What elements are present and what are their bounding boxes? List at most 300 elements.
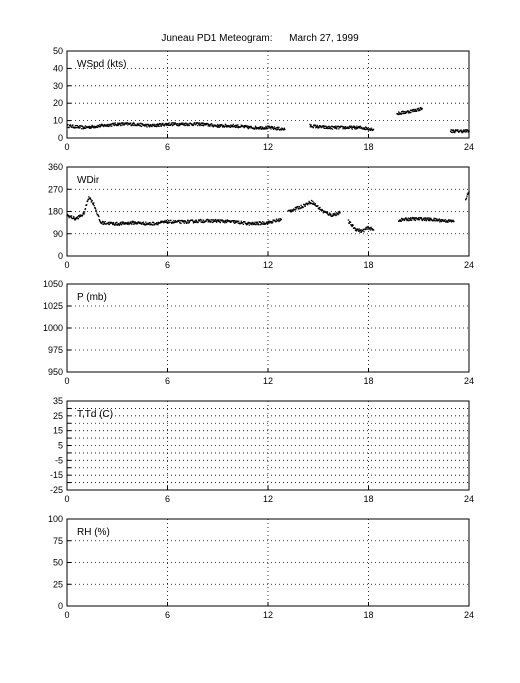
data-point xyxy=(313,127,314,128)
data-point xyxy=(197,125,198,126)
data-point xyxy=(216,222,217,223)
data-point xyxy=(108,126,109,127)
x-tick-label: 24 xyxy=(463,494,475,504)
data-point xyxy=(338,213,339,214)
data-point xyxy=(373,129,374,130)
data-point xyxy=(218,219,219,220)
data-point xyxy=(107,124,108,125)
data-point xyxy=(422,108,423,109)
data-point xyxy=(224,126,225,127)
data-point xyxy=(123,122,124,123)
data-point xyxy=(104,222,105,223)
y-tick-label: -15 xyxy=(49,470,63,481)
data-point xyxy=(401,218,402,219)
data-point xyxy=(249,224,250,225)
data-point xyxy=(323,125,324,126)
data-point xyxy=(212,124,213,125)
data-point xyxy=(148,224,149,225)
data-point xyxy=(167,223,168,224)
data-point xyxy=(233,124,234,125)
data-point xyxy=(131,223,132,224)
data-point xyxy=(339,212,340,213)
y-tick-label: 30 xyxy=(52,80,63,91)
x-tick-label: 0 xyxy=(64,260,70,270)
y-tick-label: 50 xyxy=(52,46,63,56)
data-point xyxy=(430,218,431,219)
data-point xyxy=(336,128,337,129)
data-point xyxy=(434,220,435,221)
data-point xyxy=(357,229,358,230)
data-point xyxy=(229,220,230,221)
data-point xyxy=(345,126,346,127)
data-point xyxy=(295,209,296,210)
y-tick-label: 0 xyxy=(57,133,63,143)
data-point xyxy=(429,219,430,220)
data-point xyxy=(120,125,121,126)
data-point xyxy=(437,219,438,220)
data-point xyxy=(220,222,221,223)
data-point xyxy=(132,222,133,223)
data-point xyxy=(219,221,220,222)
data-point xyxy=(166,220,167,221)
data-point xyxy=(152,224,153,225)
y-tick-label: 0 xyxy=(57,601,63,611)
data-point xyxy=(361,231,362,232)
data-point xyxy=(82,215,83,216)
data-point xyxy=(209,125,210,126)
data-point xyxy=(83,128,84,129)
data-point xyxy=(194,122,195,123)
x-tick-label: 6 xyxy=(164,260,171,270)
data-point xyxy=(462,132,463,133)
data-point xyxy=(276,219,277,220)
data-point xyxy=(362,230,363,231)
x-tick-label: 0 xyxy=(64,610,70,620)
data-point xyxy=(307,204,308,205)
data-point xyxy=(270,128,271,129)
data-point xyxy=(134,123,135,124)
data-point xyxy=(426,220,427,221)
data-point xyxy=(335,125,336,126)
data-point xyxy=(201,220,202,221)
y-tick-label: 90 xyxy=(52,228,63,239)
panel-5 xyxy=(48,514,474,620)
data-point xyxy=(130,122,131,123)
x-tick-label: 24 xyxy=(463,142,475,152)
data-point xyxy=(465,129,466,130)
data-point xyxy=(363,231,364,232)
data-point xyxy=(265,128,266,129)
data-point xyxy=(415,220,416,221)
y-tick-label: 10 xyxy=(52,115,63,126)
x-tick-label: 6 xyxy=(164,494,171,504)
data-point xyxy=(220,126,221,127)
data-point xyxy=(424,220,425,221)
data-point xyxy=(81,128,82,129)
data-point xyxy=(202,122,203,123)
data-point xyxy=(411,219,412,220)
data-point xyxy=(192,219,193,220)
data-point xyxy=(182,123,183,124)
data-point xyxy=(108,222,109,223)
data-point xyxy=(197,222,198,223)
data-point xyxy=(348,219,349,220)
data-point xyxy=(116,222,117,223)
data-point xyxy=(274,126,275,127)
data-point xyxy=(161,126,162,127)
data-point xyxy=(225,220,226,221)
x-tick-label: 6 xyxy=(164,610,171,620)
data-point xyxy=(355,128,356,129)
data-point xyxy=(198,124,199,125)
data-point xyxy=(157,123,158,124)
data-point xyxy=(330,126,331,127)
data-point xyxy=(401,113,402,114)
data-point xyxy=(238,221,239,222)
data-point xyxy=(424,218,425,219)
y-tick-label: 975 xyxy=(47,345,63,355)
data-point xyxy=(299,206,300,207)
data-point xyxy=(88,196,89,197)
data-point xyxy=(214,220,215,221)
data-point xyxy=(367,228,368,229)
data-point xyxy=(113,222,114,223)
data-point xyxy=(317,205,318,206)
data-point xyxy=(272,222,273,223)
y-tick-label: -5 xyxy=(54,455,63,466)
data-point xyxy=(404,220,405,221)
data-point xyxy=(409,219,410,220)
data-point xyxy=(415,109,416,110)
data-point xyxy=(403,111,404,112)
data-point xyxy=(200,219,201,220)
data-point xyxy=(347,126,348,127)
data-point xyxy=(241,221,242,222)
data-point xyxy=(466,196,467,197)
data-point xyxy=(254,222,255,223)
data-point xyxy=(199,122,200,123)
y-tick-label: 15 xyxy=(52,425,63,436)
data-point xyxy=(207,219,208,220)
data-point xyxy=(284,128,285,129)
data-point xyxy=(251,126,252,127)
data-point xyxy=(95,208,96,209)
data-point xyxy=(354,128,355,129)
panel-1 xyxy=(53,46,474,152)
data-point xyxy=(184,123,185,124)
data-point xyxy=(141,126,142,127)
y-tick-label: 25 xyxy=(52,579,63,590)
data-point xyxy=(151,126,152,127)
data-point xyxy=(355,228,356,229)
data-point xyxy=(351,126,352,127)
data-point xyxy=(94,205,95,206)
data-point xyxy=(205,221,206,222)
data-point xyxy=(334,213,335,214)
data-point xyxy=(138,123,139,124)
data-point xyxy=(257,222,258,223)
data-point xyxy=(189,222,190,223)
data-point xyxy=(441,221,442,222)
data-point xyxy=(66,126,67,127)
data-point xyxy=(319,207,320,208)
x-tick-label: 12 xyxy=(262,610,274,620)
data-point xyxy=(162,123,163,124)
panel-3 xyxy=(43,279,474,386)
data-point xyxy=(295,208,296,209)
data-point xyxy=(195,222,196,223)
data-point xyxy=(99,124,100,125)
data-point xyxy=(167,221,168,222)
data-point xyxy=(370,227,371,228)
data-point xyxy=(331,128,332,129)
data-point xyxy=(82,126,83,127)
data-point xyxy=(439,221,440,222)
y-tick-label: 270 xyxy=(47,184,63,195)
data-point xyxy=(133,125,134,126)
data-point xyxy=(187,125,188,126)
data-point xyxy=(115,122,116,123)
data-point xyxy=(421,217,422,218)
panel-label: T,Td (C) xyxy=(77,409,114,420)
x-tick-label: 0 xyxy=(64,494,70,504)
data-point xyxy=(330,214,331,215)
data-point xyxy=(317,126,318,127)
data-point xyxy=(221,125,222,126)
data-point xyxy=(208,124,209,125)
data-point xyxy=(111,125,112,126)
x-tick-label: 12 xyxy=(262,142,274,152)
data-point xyxy=(185,125,186,126)
data-point xyxy=(360,126,361,127)
data-point xyxy=(157,224,158,225)
data-point xyxy=(373,229,374,230)
data-point xyxy=(137,223,138,224)
data-point xyxy=(267,224,268,225)
y-tick-label: -25 xyxy=(49,485,63,495)
data-point xyxy=(226,222,227,223)
data-point xyxy=(153,222,154,223)
data-point xyxy=(73,216,74,217)
data-point xyxy=(189,125,190,126)
data-point xyxy=(90,199,91,200)
data-point xyxy=(350,222,351,223)
data-point xyxy=(421,218,422,219)
data-point xyxy=(187,123,188,124)
data-point xyxy=(70,125,71,126)
data-point xyxy=(310,126,311,127)
data-point xyxy=(140,125,141,126)
data-point xyxy=(97,127,98,128)
data-point xyxy=(419,219,420,220)
data-point xyxy=(215,219,216,220)
data-point xyxy=(445,219,446,220)
y-tick-label: 1050 xyxy=(42,279,63,289)
data-point xyxy=(266,221,267,222)
data-point xyxy=(224,222,225,223)
data-point xyxy=(117,225,118,226)
data-point xyxy=(414,219,415,220)
data-point xyxy=(418,108,419,109)
data-point xyxy=(281,219,282,220)
data-point xyxy=(324,128,325,129)
y-tick-label: 0 xyxy=(57,251,63,261)
x-tick-label: 24 xyxy=(463,610,475,620)
data-point xyxy=(207,123,208,124)
x-tick-label: 12 xyxy=(262,376,274,386)
data-point xyxy=(204,123,205,124)
data-point xyxy=(267,222,268,223)
x-tick-label: 6 xyxy=(164,142,171,152)
data-point xyxy=(418,217,419,218)
data-point xyxy=(360,232,361,233)
data-point xyxy=(424,217,425,218)
data-point xyxy=(452,132,453,133)
data-point xyxy=(367,226,368,227)
data-point xyxy=(401,221,402,222)
data-point xyxy=(231,125,232,126)
data-point xyxy=(184,223,185,224)
x-tick-label: 6 xyxy=(164,376,171,386)
y-tick-label: 20 xyxy=(52,98,63,109)
data-point xyxy=(114,125,115,126)
data-point xyxy=(216,125,217,126)
data-point xyxy=(451,132,452,133)
panel-label: RH (%) xyxy=(77,527,110,538)
data-point xyxy=(159,126,160,127)
y-tick-label: 5 xyxy=(57,440,63,451)
data-point xyxy=(371,128,372,129)
data-point xyxy=(414,109,415,110)
data-point xyxy=(262,127,263,128)
data-point xyxy=(173,220,174,221)
data-point xyxy=(170,220,171,221)
data-point xyxy=(79,127,80,128)
data-point xyxy=(260,126,261,127)
data-point xyxy=(457,129,458,130)
data-point xyxy=(91,127,92,128)
data-point xyxy=(94,126,95,127)
data-point xyxy=(117,125,118,126)
data-point xyxy=(151,124,152,125)
data-point xyxy=(360,229,361,230)
data-point xyxy=(85,125,86,126)
y-tick-label: 50 xyxy=(52,557,63,568)
data-point xyxy=(96,210,97,211)
data-point xyxy=(267,128,268,129)
x-tick-label: 12 xyxy=(262,494,274,504)
data-point xyxy=(208,219,209,220)
data-point xyxy=(300,205,301,206)
y-tick-label: 100 xyxy=(47,514,63,524)
data-point xyxy=(211,123,212,124)
data-point xyxy=(442,219,443,220)
data-point xyxy=(336,214,337,215)
x-tick-label: 0 xyxy=(64,376,70,386)
data-point xyxy=(202,125,203,126)
y-tick-label: 950 xyxy=(47,367,63,377)
data-point xyxy=(468,191,469,192)
data-point xyxy=(82,213,83,214)
data-point xyxy=(230,127,231,128)
data-point xyxy=(315,203,316,204)
data-point xyxy=(440,219,441,220)
data-point xyxy=(246,125,247,126)
y-tick-label: 35 xyxy=(52,396,63,406)
data-point xyxy=(85,208,86,209)
data-point xyxy=(217,127,218,128)
data-point xyxy=(428,217,429,218)
data-point xyxy=(96,212,97,213)
data-point xyxy=(304,204,305,205)
data-point xyxy=(160,123,161,124)
panel-label: WSpd (kts) xyxy=(77,59,127,70)
data-point xyxy=(419,109,420,110)
x-tick-label: 18 xyxy=(363,610,374,620)
data-point xyxy=(416,110,417,111)
data-point xyxy=(281,129,282,130)
data-point xyxy=(169,122,170,123)
data-point xyxy=(410,218,411,219)
data-point xyxy=(318,127,319,128)
data-point xyxy=(119,224,120,225)
data-point xyxy=(177,123,178,124)
data-point xyxy=(181,122,182,123)
data-point xyxy=(466,197,467,198)
data-point xyxy=(407,220,408,221)
data-point xyxy=(203,124,204,125)
data-point xyxy=(128,222,129,223)
data-point xyxy=(313,204,314,205)
data-point xyxy=(164,220,165,221)
data-point xyxy=(260,127,261,128)
data-point xyxy=(327,212,328,213)
y-tick-label: 360 xyxy=(47,162,63,172)
data-point xyxy=(146,126,147,127)
data-point xyxy=(101,223,102,224)
data-point xyxy=(120,222,121,223)
data-point xyxy=(180,223,181,224)
x-tick-label: 18 xyxy=(363,494,374,504)
data-point xyxy=(115,224,116,225)
data-point xyxy=(410,112,411,113)
data-point xyxy=(311,124,312,125)
data-point xyxy=(92,200,93,201)
data-point xyxy=(359,228,360,229)
data-point xyxy=(262,221,263,222)
data-point xyxy=(218,221,219,222)
data-point xyxy=(464,131,465,132)
data-point xyxy=(244,221,245,222)
data-point xyxy=(406,218,407,219)
data-point xyxy=(265,126,266,127)
data-point xyxy=(453,221,454,222)
data-point xyxy=(460,129,461,130)
data-point xyxy=(86,204,87,205)
panel-2 xyxy=(48,162,474,270)
data-point xyxy=(466,131,467,132)
x-tick-label: 18 xyxy=(363,142,374,152)
chart-title: Juneau PD1 Meteogram: March 27, 1999 xyxy=(161,33,359,44)
data-point xyxy=(225,124,226,125)
data-point xyxy=(210,221,211,222)
data-point xyxy=(370,229,371,230)
data-point xyxy=(67,124,68,125)
data-point xyxy=(72,124,73,125)
data-point xyxy=(258,224,259,225)
data-point xyxy=(179,125,180,126)
data-point xyxy=(435,218,436,219)
